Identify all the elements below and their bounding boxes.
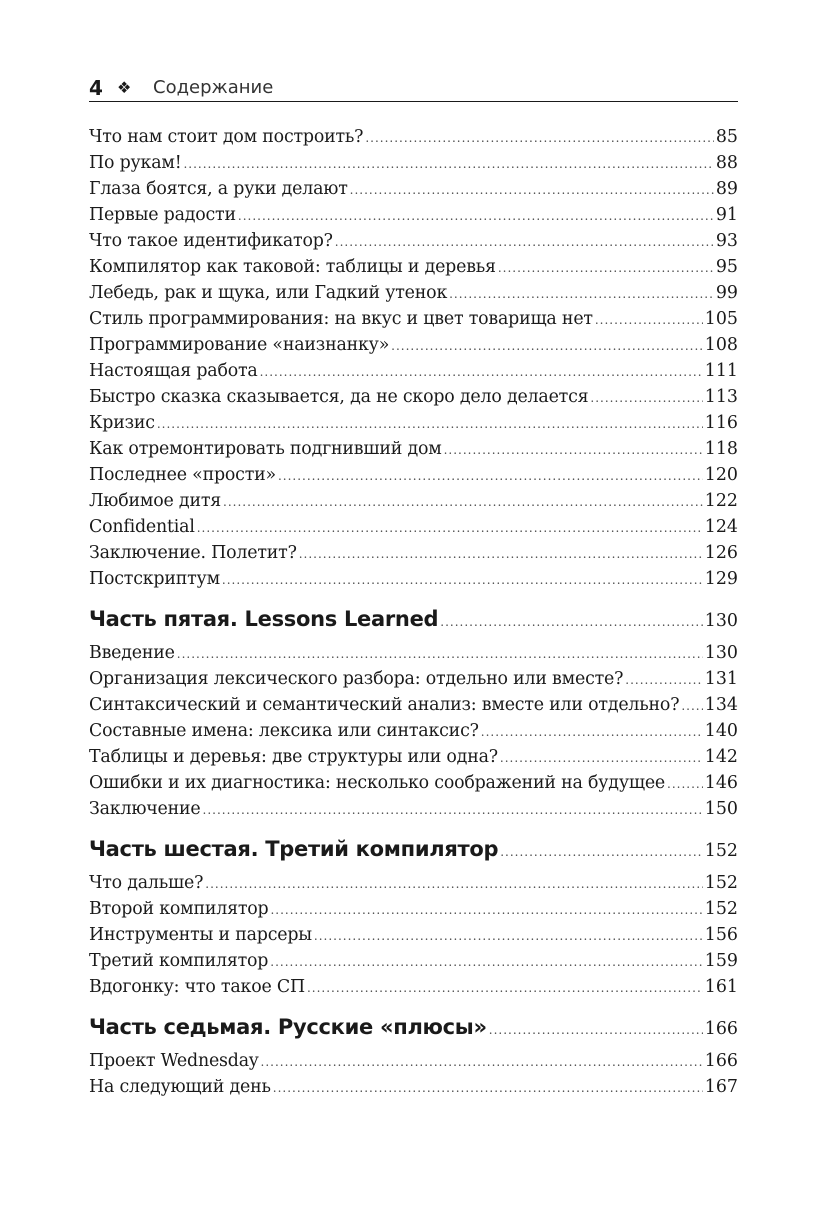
entry-title: Заключение — [89, 799, 201, 819]
entry-title: Стиль программирования: на вкус и цвет товарища нет — [89, 309, 593, 329]
entry-page-number: 129 — [704, 569, 738, 589]
toc-entry[interactable] — [89, 514, 738, 540]
dot-leader — [197, 515, 703, 541]
entry-title: На следующий день — [89, 1077, 271, 1097]
running-title: Содержание — [153, 77, 274, 98]
toc-entry[interactable] — [89, 436, 738, 462]
dot-leader — [681, 693, 702, 719]
toc-entry[interactable] — [89, 280, 738, 306]
entry-title: Таблицы и деревья: две структуры или одна? — [89, 747, 498, 767]
toc-entry[interactable] — [89, 462, 738, 488]
entry-page-number: 88 — [715, 153, 738, 173]
entry-page-number: 111 — [704, 361, 738, 381]
toc-entry[interactable] — [89, 358, 738, 384]
entry-title: Кризис — [89, 413, 155, 433]
entry-title: Ошибки и их диагностика: несколько соображений на будущее — [89, 773, 666, 793]
dot-leader — [365, 125, 714, 151]
dot-leader — [350, 177, 714, 203]
entry-title: Первые радости — [89, 205, 236, 225]
toc-entry[interactable] — [89, 202, 738, 228]
dot-leader — [307, 975, 703, 1001]
toc-entry[interactable] — [89, 896, 738, 922]
entry-page-number: 159 — [704, 951, 738, 971]
entry-title: Что дальше? — [89, 873, 204, 893]
entry-title: Компилятор как таковой: таблицы и деревья — [89, 257, 496, 277]
entry-page-number: 161 — [704, 977, 738, 997]
entry-title: Быстро сказка сказывается, да не скоро дело делается — [89, 387, 589, 407]
toc-entry[interactable] — [89, 640, 738, 666]
toc-entry[interactable] — [89, 540, 738, 566]
toc-entry[interactable] — [89, 1074, 738, 1100]
dot-leader — [183, 151, 713, 177]
dot-leader — [498, 255, 714, 281]
entry-page-number: 150 — [704, 799, 738, 819]
entry-title: Последнее «прости» — [89, 465, 276, 485]
toc-entry[interactable] — [89, 666, 738, 692]
entry-page-number: 108 — [704, 335, 738, 355]
entry-title: Постскриптум — [89, 569, 220, 589]
entry-title: Составные имена: лексика или синтаксис? — [89, 721, 479, 741]
dot-leader — [481, 719, 703, 745]
toc-entry[interactable] — [89, 770, 738, 796]
entry-title: Лебедь, рак и щука, или Гадкий утенок — [89, 283, 448, 303]
entry-title: Организация лексического разбора: отдельно или вместе? — [89, 669, 624, 689]
entry-title: Заключение. Полетит? — [89, 543, 297, 563]
entry-title: Как отремонтировать подгнивший дом — [89, 439, 442, 459]
entry-title: Любимое дитя — [89, 491, 222, 511]
dot-leader — [278, 463, 703, 489]
toc-entry[interactable] — [89, 410, 738, 436]
toc-entry[interactable] — [89, 124, 738, 150]
toc-entry[interactable] — [89, 228, 738, 254]
dot-leader — [500, 745, 703, 771]
toc-entry[interactable] — [89, 488, 738, 514]
dot-leader — [203, 797, 703, 823]
dot-leader — [500, 837, 703, 867]
dot-leader — [444, 437, 703, 463]
dot-leader — [625, 667, 703, 693]
toc-entry[interactable] — [89, 1048, 738, 1074]
page-number: 4 — [89, 75, 103, 100]
entry-page-number: 140 — [704, 721, 738, 741]
toc-part-heading[interactable] — [89, 834, 738, 864]
entry-title: Программирование «наизнанку» — [89, 335, 390, 355]
dot-leader — [595, 307, 703, 333]
dot-leader — [270, 897, 702, 923]
entry-page-number: 134 — [704, 695, 738, 715]
entry-page-number: 118 — [704, 439, 738, 459]
entry-title: Что нам стоит дом построить? — [89, 127, 364, 147]
dot-leader — [238, 203, 714, 229]
entry-page-number: 99 — [715, 283, 738, 303]
toc-entry[interactable] — [89, 948, 738, 974]
entry-title: Инструменты и парсеры — [89, 925, 312, 945]
dot-leader — [273, 1075, 703, 1101]
entry-page-number: 152 — [704, 873, 738, 893]
entry-page-number: 91 — [715, 205, 738, 225]
toc-entry[interactable] — [89, 176, 738, 202]
entry-page-number: 93 — [715, 231, 738, 251]
entry-page-number: 105 — [704, 309, 738, 329]
entry-title: Третий компилятор — [89, 951, 269, 971]
dot-leader — [205, 871, 703, 897]
toc-entry[interactable] — [89, 150, 738, 176]
entry-title: Введение — [89, 643, 175, 663]
toc-entry[interactable] — [89, 566, 738, 592]
toc-entry[interactable] — [89, 254, 738, 280]
dot-leader — [299, 541, 703, 567]
dot-leader — [667, 771, 703, 797]
toc-part-heading[interactable] — [89, 1012, 738, 1042]
entry-title: Проект Wednesday — [89, 1051, 259, 1071]
entry-page-number: 152 — [704, 899, 738, 919]
entry-title: Confidential — [89, 517, 195, 537]
entry-page-number: 113 — [704, 387, 738, 407]
entry-page-number: 146 — [704, 773, 738, 793]
entry-page-number: 166 — [704, 1051, 738, 1071]
toc-entry[interactable] — [89, 744, 738, 770]
dot-leader — [157, 411, 703, 437]
dot-leader — [314, 923, 703, 949]
entry-page-number: 122 — [704, 491, 738, 511]
part-title: Часть шестая. Третий компилятор — [89, 837, 499, 861]
entry-page-number: 167 — [704, 1077, 738, 1097]
part-title: Часть седьмая. Русские «плюсы» — [89, 1015, 487, 1039]
toc-entry[interactable] — [89, 870, 738, 896]
entry-page-number: 116 — [704, 413, 738, 433]
toc-entry[interactable] — [89, 306, 738, 332]
dot-leader — [261, 1049, 703, 1075]
toc-entry[interactable] — [89, 692, 738, 718]
entry-page-number: 85 — [715, 127, 738, 147]
entry-page-number: 156 — [704, 925, 738, 945]
toc-entry[interactable] — [89, 384, 738, 410]
entry-page-number: 142 — [704, 747, 738, 767]
entry-title: Что такое идентификатор? — [89, 231, 333, 251]
toc-entry[interactable] — [89, 332, 738, 358]
part-page-number: 152 — [704, 841, 738, 861]
dot-leader — [177, 641, 703, 667]
toc-entry[interactable] — [89, 718, 738, 744]
entry-title: Глаза боятся, а руки делают — [89, 179, 348, 199]
toc-entry[interactable] — [89, 974, 738, 1000]
dot-leader — [440, 607, 703, 637]
dot-leader — [391, 333, 703, 359]
entry-title: Настоящая работа — [89, 361, 258, 381]
toc-part-heading[interactable] — [89, 604, 738, 634]
dot-leader — [222, 567, 703, 593]
running-header — [89, 74, 738, 102]
entry-title: Второй компилятор — [89, 899, 269, 919]
entry-title: Синтаксический и семантический анализ: вместе или отдельно? — [89, 695, 680, 715]
dot-leader — [260, 359, 703, 385]
dot-leader — [270, 949, 703, 975]
ornament-icon: ❖ — [117, 78, 132, 97]
table-of-contents — [89, 124, 738, 1100]
part-page-number: 166 — [704, 1019, 738, 1039]
entry-page-number: 120 — [704, 465, 738, 485]
entry-page-number: 95 — [715, 257, 738, 277]
dot-leader — [335, 229, 714, 255]
toc-entry[interactable] — [89, 796, 738, 822]
dot-leader — [223, 489, 703, 515]
dot-leader — [449, 281, 714, 307]
dot-leader — [590, 385, 702, 411]
entry-page-number: 89 — [715, 179, 738, 199]
part-page-number: 130 — [704, 611, 738, 631]
entry-page-number: 126 — [704, 543, 738, 563]
dot-leader — [489, 1015, 703, 1045]
entry-title: По рукам! — [89, 153, 182, 173]
entry-page-number: 131 — [704, 669, 738, 689]
entry-title: Вдогонку: что такое СП — [89, 977, 305, 997]
entry-page-number: 124 — [704, 517, 738, 537]
toc-entry[interactable] — [89, 922, 738, 948]
part-title: Часть пятая. Lessons Learned — [89, 607, 439, 631]
entry-page-number: 130 — [704, 643, 738, 663]
